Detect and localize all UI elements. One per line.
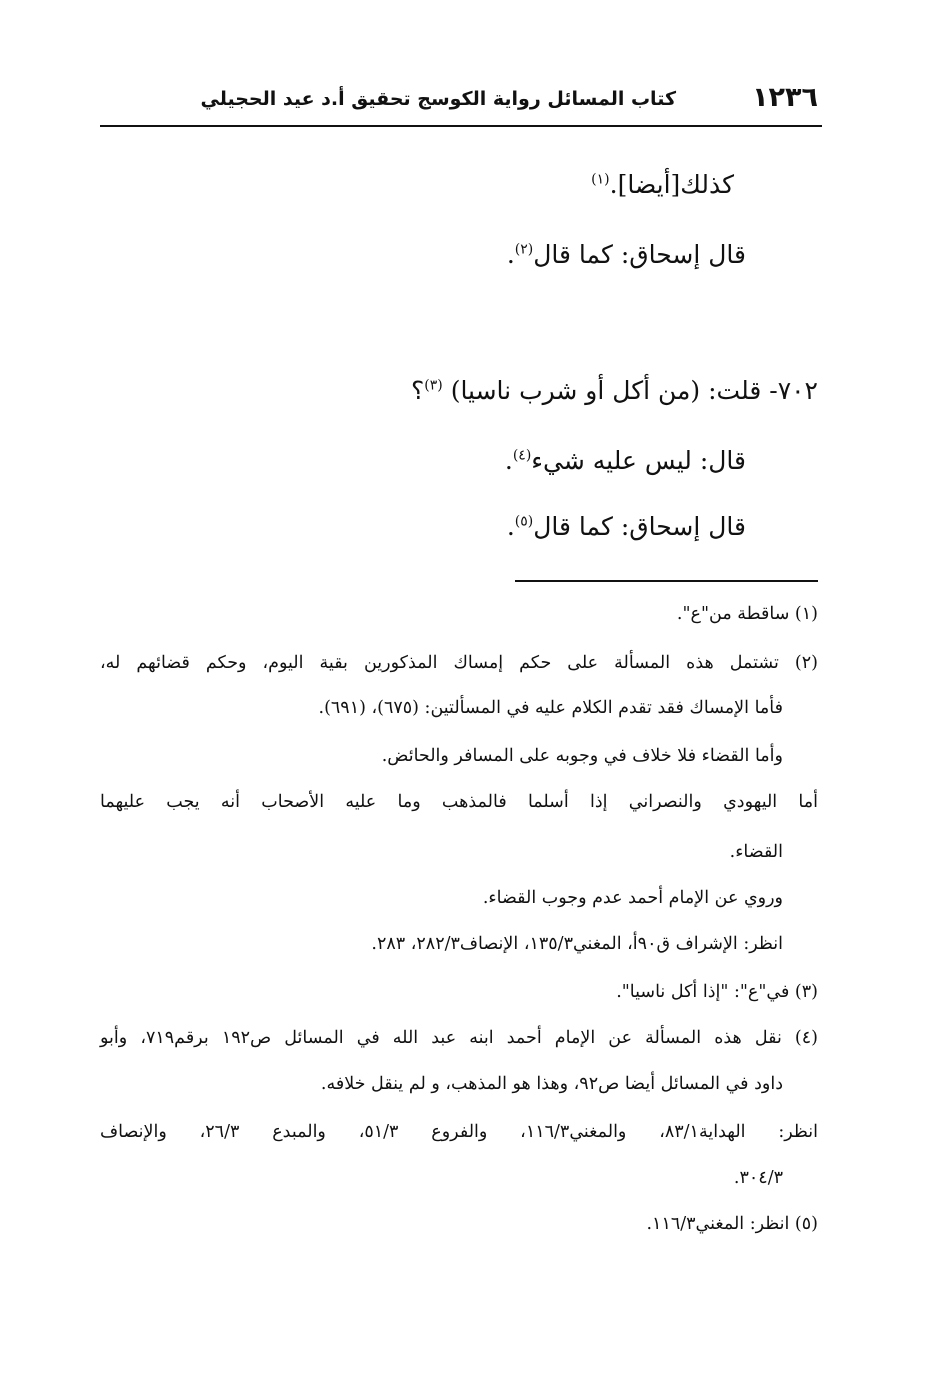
footnote-marker: (٥) xyxy=(514,513,534,530)
main-text-line xyxy=(591,170,734,199)
main-text: قال إسحاق: كما قال xyxy=(533,512,746,541)
footnote-marker: (٤) xyxy=(512,447,532,464)
page-header xyxy=(100,82,818,126)
footnote-4-line: انظر: الهداية٨٣/١، والمغني١١٦/٣، والفروع ٥١/٣، والمبدع ٢٦/٣، والإنصاف xyxy=(100,1122,818,1142)
main-text-punct: ؟ xyxy=(410,376,425,405)
main-text: كذلك[أيضا]. xyxy=(609,170,734,199)
footnote-2-line: القضاء. xyxy=(729,842,783,862)
answer-line xyxy=(505,446,746,475)
question-text: ٧٠٢- قلت: (من أكل أو شرب ناسيا) xyxy=(450,376,818,405)
footnote-4-line: (٤) نقل هذه المسألة عن الإمام أحمد ابنه عبد الله في المسائل ص١٩٢ برقم٧١٩، وأبو xyxy=(100,1028,818,1048)
footnote-marker: (٣) xyxy=(424,377,443,394)
answer-text: قال: ليس عليه شيء xyxy=(531,446,746,475)
footnote-2-line: (٢) تشتمل هذه المسألة على حكم إمساك المذكورين بقية اليوم، وحكم قضائهم له، xyxy=(100,653,818,673)
footnote-4-line: داود في المسائل أيضا ص٩٢، وهذا هو المذهب، و لم ينقل خلافه. xyxy=(320,1074,783,1094)
footnote-5: (٥) انظر: المغني١١٦/٣. xyxy=(646,1214,818,1234)
main-text-punct: . xyxy=(506,240,515,269)
main-text: قال إسحاق: كما قال xyxy=(533,240,746,269)
footnote-2-line: وأما القضاء فلا خلاف في وجوبه على المسافر والحائض. xyxy=(381,746,783,766)
footnote-2-line: انظر: الإشراف ق٩٠أ، المغني١٣٥/٣، الإنصاف٢٨٢/٣، ٢٨٣. xyxy=(371,934,783,954)
main-text-punct: . xyxy=(506,512,515,541)
footnote-2-line: فأما الإمساك فقد تقدم الكلام عليه في المسألتين: (٦٧٥)، (٦٩١). xyxy=(318,698,783,718)
main-text-line xyxy=(507,240,746,269)
footnote-1: (١) ساقطة من"ع". xyxy=(676,604,818,624)
main-text-punct: . xyxy=(504,446,513,475)
footnote-marker: (١) xyxy=(591,171,610,188)
footnote-2-line: أما اليهودي والنصراني إذا أسلما فالمذهب وما عليه الأصحاب أنه يجب عليهما xyxy=(100,792,818,812)
footnote-2-line: وروي عن الإمام أحمد عدم وجوب القضاء. xyxy=(482,888,783,908)
main-text-line xyxy=(507,512,746,541)
footnote-3: (٣) في"ع": "إذا أكل ناسيا". xyxy=(616,982,818,1002)
footnote-divider xyxy=(515,580,818,582)
footnote-4-line: ٣٠٤/٣. xyxy=(733,1168,783,1188)
page-number: ١٢٣٦ xyxy=(752,82,818,113)
running-title: كتاب المسائل رواية الكوسج تحقيق أ.د عيد الحجيلي xyxy=(200,88,676,110)
question-line xyxy=(411,376,818,405)
footnote-marker: (٢) xyxy=(514,241,534,258)
header-divider xyxy=(100,125,822,127)
